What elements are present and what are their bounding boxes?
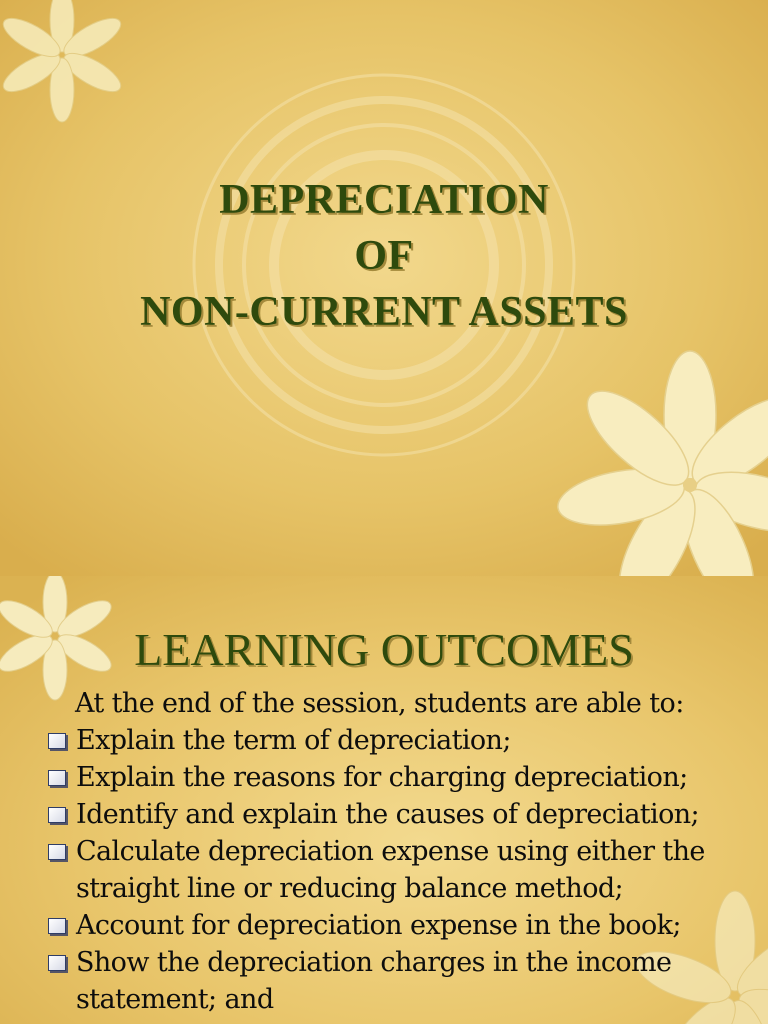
list-item xyxy=(48,944,758,1018)
list-item xyxy=(48,722,758,759)
list-item xyxy=(48,759,758,796)
title-line-3: NON-CURRENT ASSETS xyxy=(140,289,628,335)
list-item-text: Explain the reasons for charging depreciation; xyxy=(76,762,688,793)
checkbox-square-icon xyxy=(48,844,66,860)
checkbox-square-icon xyxy=(48,807,66,823)
list-item-text: Explain the term of depreciation; xyxy=(76,725,511,756)
list-item xyxy=(48,833,758,907)
checkbox-square-icon xyxy=(48,733,66,749)
title-line-1: DEPRECIATION xyxy=(219,177,549,223)
outcomes-list xyxy=(48,722,758,1018)
checkbox-square-icon xyxy=(48,770,66,786)
slide-heading: LEARNING OUTCOMES xyxy=(134,624,634,675)
slide-title xyxy=(0,172,768,340)
list-item-text: Calculate depreciation expense using either the straight line or reducing balance method; xyxy=(76,836,705,904)
list-item-text: Show the depreciation charges in the income statement; and xyxy=(76,947,672,1015)
list-item xyxy=(48,796,758,833)
list-item xyxy=(48,907,758,944)
list-item-text: Identify and explain the causes of depreciation; xyxy=(76,799,700,830)
list-item-text: Account for depreciation expense in the book; xyxy=(76,910,681,941)
checkbox-square-icon xyxy=(48,955,66,971)
checkbox-square-icon xyxy=(48,918,66,934)
intro-text: At the end of the session, students are able to: xyxy=(75,688,684,719)
title-line-2: OF xyxy=(354,233,414,279)
